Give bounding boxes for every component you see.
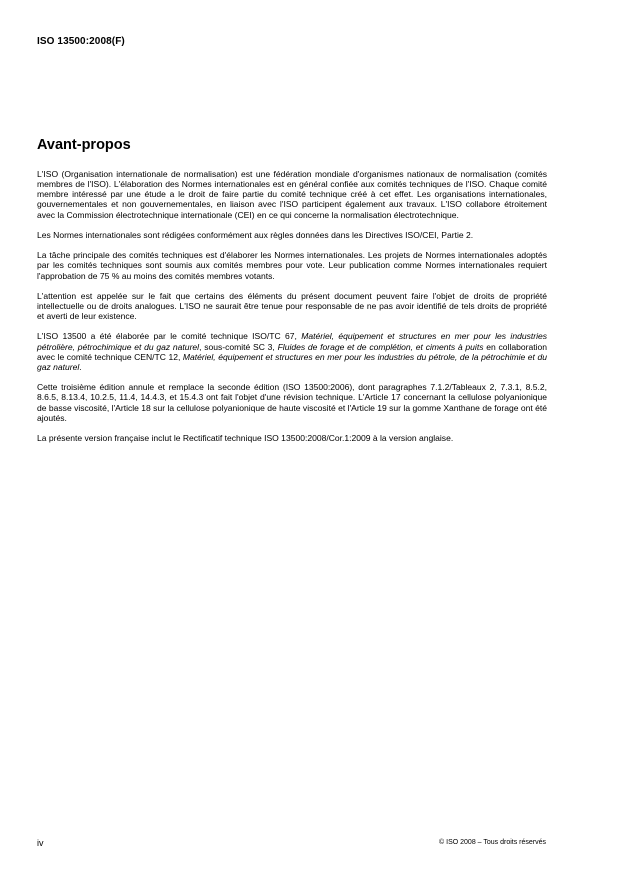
paragraph-technical-committees: La tâche principale des comités techniques est d'élaborer les Normes internationales. Les projets de Normes internationales adoptés par les comités techniques sont soumis aux comités membres pour vote. Leur publication comme Normes internationales requiert l'approbation de 75 % au moins des comités membres votants. bbox=[37, 250, 547, 281]
paragraph-edition: Cette troisième édition annule et remplace la seconde édition (ISO 13500:2006), dont paragraphes 7.1.2/Tableaux 2, 7.3.1, 8.5.2, 8.6.5, 8.13.4, 10.2.5, 11.4, 14.4.3, et 15.4.3 ont fait l'objet d'une révision technique. L'Article 17 concernant la cellulose polyanionique de basse viscosité, l'Article 18 sur la cellulose polyanionique de haute viscosité et l'Article 19 sur la gomme Xanthane de forage ont été ajoutés. bbox=[37, 382, 547, 423]
prepared-by-text-2: , sous-comité SC 3, bbox=[199, 341, 278, 352]
copyright-notice: © ISO 2008 – Tous droits réservés bbox=[439, 839, 546, 846]
prepared-by-text-4: . bbox=[79, 361, 82, 372]
page-number: iv bbox=[37, 838, 44, 848]
section-title: Avant-propos bbox=[37, 137, 131, 153]
paragraph-prepared-by bbox=[37, 331, 547, 372]
paragraph-french-version: La présente version française inclut le Rectificatif technique ISO 13500:2008/Cor.1:2009 à la version anglaise. bbox=[37, 432, 454, 443]
paragraph-iso-organisation: L'ISO (Organisation internationale de normalisation) est une fédération mondiale d'organismes nationaux de normalisation (comités membres de l'ISO). L'élaboration des Normes internationales est en général confiée aux comités techniques de l'ISO. Chaque comité membre intéressé par une étude a le droit de faire partie du comité technique créé à cet effet. Les organisations internationales, gouvernementales et non gouvernementales, en liaison avec l'ISO participent également aux travaux. L'ISO collabore étroitement avec la Commission électrotechnique internationale (CEI) en ce qui concerne la normalisation électrotechnique. bbox=[37, 169, 547, 220]
foreword-body bbox=[37, 169, 547, 453]
prepared-by-text-3: en collaboration avec le comité technique CEN/TC 12, bbox=[37, 341, 547, 362]
sc3-title: Fluides de forage et de complétion, et ciments à puits bbox=[277, 341, 484, 352]
tc67-title: Matériel, équipement et structures en mer pour les industries pétrolière, pétrochimique et du gaz naturel bbox=[37, 331, 547, 352]
paragraph-directives: Les Normes internationales sont rédigées conformément aux règles données dans les Directives ISO/CEI, Partie 2. bbox=[37, 229, 474, 240]
document-id-header: ISO 13500:2008(F) bbox=[37, 36, 125, 47]
prepared-by-text-1: L'ISO 13500 a été élaborée par le comité technique ISO/TC 67, bbox=[37, 331, 302, 342]
paragraph-patent-rights: L'attention est appelée sur le fait que certains des éléments du présent document peuvent faire l'objet de droits de propriété intellectuelle ou de droits analogues. L'ISO ne saurait être tenue pour responsable de ne pas avoir identifié de tels droits de propriété et averti de leur existence. bbox=[37, 290, 547, 322]
cen-tc12-title: Matériel, équipement et structures en mer pour les industries du pétrole, de la pétrochimie et du gaz naturel bbox=[37, 351, 547, 372]
